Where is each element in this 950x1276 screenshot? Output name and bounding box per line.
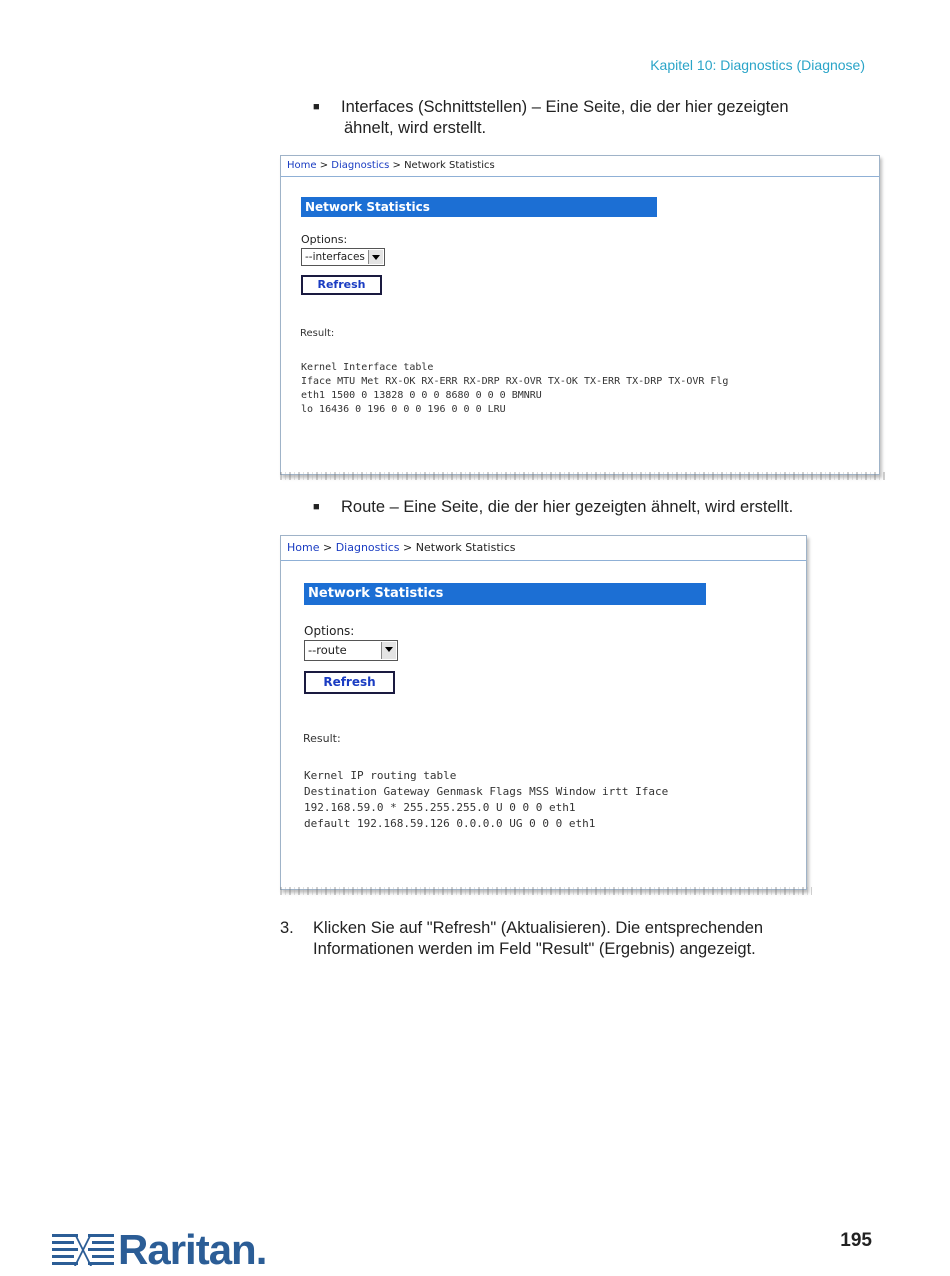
bullet-marker: ■ xyxy=(313,501,320,513)
page-title: Network Statistics xyxy=(301,197,657,217)
breadcrumb-separator: > xyxy=(316,160,332,171)
raritan-logo-text: Raritan. xyxy=(118,1226,267,1273)
breadcrumb xyxy=(281,536,806,561)
breadcrumb-current: Network Statistics xyxy=(404,160,495,171)
step-3-line2: Informationen werden im Feld "Result" (Ergebnis) angezeigt. xyxy=(313,940,756,958)
result-label: Result: xyxy=(300,328,335,339)
raritan-logo xyxy=(52,1228,266,1272)
bullet-route-line1: Route – Eine Seite, die der hier gezeigten ähnelt, wird erstellt. xyxy=(341,498,794,516)
options-select[interactable] xyxy=(301,248,385,266)
chevron-down-icon[interactable] xyxy=(368,250,383,264)
options-select[interactable] xyxy=(304,640,398,661)
bullet-interfaces xyxy=(313,97,789,139)
options-select-value: --route xyxy=(308,643,347,657)
breadcrumb-diagnostics-link[interactable]: Diagnostics xyxy=(331,160,390,171)
result-line: lo 16436 0 196 0 0 0 196 0 0 0 LRU xyxy=(301,404,506,415)
result-line: Kernel IP routing table xyxy=(304,769,457,782)
screenshot-route xyxy=(280,535,807,890)
raritan-logo-icon xyxy=(52,1230,114,1270)
step-number: 3. xyxy=(280,919,294,937)
result-line: default 192.168.59.126 0.0.0.0 UG 0 0 0 eth1 xyxy=(304,817,596,830)
refresh-button[interactable]: Refresh xyxy=(301,275,382,295)
result-line: Kernel Interface table xyxy=(301,362,434,373)
breadcrumb-home-link[interactable]: Home xyxy=(287,541,320,554)
screenshot-interfaces xyxy=(280,155,880,475)
result-line: Iface MTU Met RX-OK RX-ERR RX-DRP RX-OVR TX-OK TX-ERR TX-DRP TX-OVR Flg xyxy=(301,376,729,387)
bullet-marker: ■ xyxy=(313,101,320,113)
chevron-down-icon[interactable] xyxy=(381,642,396,659)
result-line: 192.168.59.0 * 255.255.255.0 U 0 0 0 eth1 xyxy=(304,801,576,814)
breadcrumb-current: Network Statistics xyxy=(415,541,516,554)
chapter-header: Kapitel 10: Diagnostics (Diagnose) xyxy=(650,57,865,73)
breadcrumb-diagnostics-link[interactable]: Diagnostics xyxy=(335,541,400,554)
breadcrumb-separator: > xyxy=(399,541,416,554)
bullet-interfaces-line2: ähnelt, wird erstellt. xyxy=(344,119,487,137)
breadcrumb-home-link[interactable]: Home xyxy=(287,160,317,171)
options-label: Options: xyxy=(304,624,355,638)
result-line: eth1 1500 0 13828 0 0 0 8680 0 0 0 BMNRU xyxy=(301,390,542,401)
result-label: Result: xyxy=(303,732,341,745)
options-label: Options: xyxy=(301,233,348,246)
page-number: 195 xyxy=(840,1230,872,1251)
options-select-value: --interfaces xyxy=(305,251,365,263)
bullet-route xyxy=(313,497,793,518)
page-title: Network Statistics xyxy=(304,583,706,605)
step-3-line1: Klicken Sie auf "Refresh" (Aktualisieren). Die entsprechenden xyxy=(313,919,764,937)
bullet-interfaces-line1: Interfaces (Schnittstellen) – Eine Seite, die der hier gezeigten xyxy=(341,98,789,116)
breadcrumb-separator: > xyxy=(389,160,405,171)
breadcrumb-separator: > xyxy=(319,541,336,554)
refresh-button[interactable]: Refresh xyxy=(304,671,395,694)
step-3 xyxy=(280,918,843,960)
breadcrumb xyxy=(281,156,879,177)
result-line: Destination Gateway Genmask Flags MSS Window irtt Iface xyxy=(304,785,669,798)
